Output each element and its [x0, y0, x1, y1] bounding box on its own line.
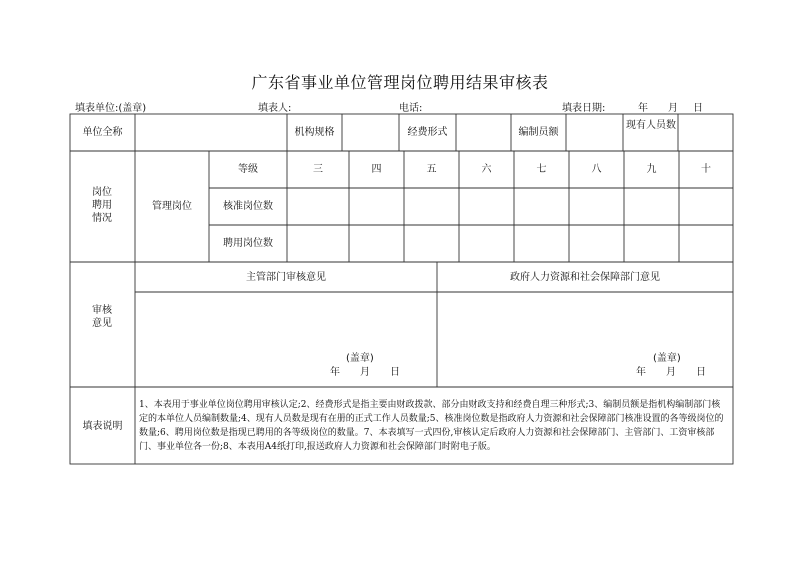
current-staff-label: 现有人员数 — [626, 120, 676, 131]
grade-cell: 十 — [701, 164, 711, 175]
grade-cell: 五 — [426, 164, 437, 175]
post-section-label: 岗位聘用情况 — [92, 187, 112, 224]
grade-cell: 九 — [646, 164, 657, 175]
approved-posts-label: 核准岗位数 — [223, 201, 273, 212]
notes-text: 1、本表用于事业单位岗位聘用审核认定;2、经费形式是指主要由财政拨款、部分由财政支持和经费自理三种形式;3、编制员额是指机构编制部门核定的本单位人员编制数量;4、现有人员数是现有在册的正式工作人员数量;5、核准岗位数是指政府人力资源和社会保障部门核准设置的各等级岗位的数量;6、聘用岗位数是指现已聘用的各等级岗位的数量。7、本表填写一式四份,审核认定后政府人力资源和社会保障部门、主管部门、工资审核部门、事业单位各一份;8、本表用A4纸打印,报送政府人力资源和社会保障部门时附电子版。 — [139, 400, 724, 452]
grade-cell: 四 — [371, 164, 382, 175]
dept-review-title: 主管部门审核意见 — [246, 272, 326, 283]
header-year: 年 — [638, 103, 648, 114]
form-title: 广东省事业单位管理岗位聘用结果审核表 — [251, 73, 549, 92]
header-month: 月 — [668, 103, 678, 114]
hired-posts-label: 聘用岗位数 — [223, 238, 273, 249]
grade-cell: 七 — [536, 164, 547, 175]
hr-seal-label: (盖章) — [653, 353, 681, 364]
dept-date-label: 年 月 日 — [330, 367, 400, 378]
grade-cell: 八 — [591, 164, 602, 175]
management-post-label: 管理岗位 — [152, 201, 192, 212]
phone-label: 电话: — [399, 103, 423, 114]
hr-date-label: 年 月 日 — [636, 367, 706, 378]
grade-cell: 三 — [313, 164, 323, 175]
unit-full-name-label: 单位全称 — [82, 127, 123, 138]
hr-review-title: 政府人力资源和社会保障部门意见 — [510, 272, 660, 283]
staffing-quota-label: 编制员额 — [518, 127, 559, 138]
org-spec-label: 机构规格 — [294, 127, 335, 138]
fill-date-label: 填表日期: — [562, 103, 606, 114]
filling-unit-label: 填表单位:(盖章) — [75, 103, 147, 114]
header-day: 日 — [693, 103, 703, 114]
notes-label: 填表说明 — [82, 421, 123, 432]
dept-seal-label: (盖章) — [346, 353, 374, 364]
grade-label: 等级 — [238, 164, 258, 175]
funding-form-label: 经费形式 — [407, 127, 448, 138]
review-section-label: 审核意见 — [92, 305, 112, 329]
grade-cell: 六 — [481, 164, 492, 175]
filler-label: 填表人: — [258, 103, 292, 114]
